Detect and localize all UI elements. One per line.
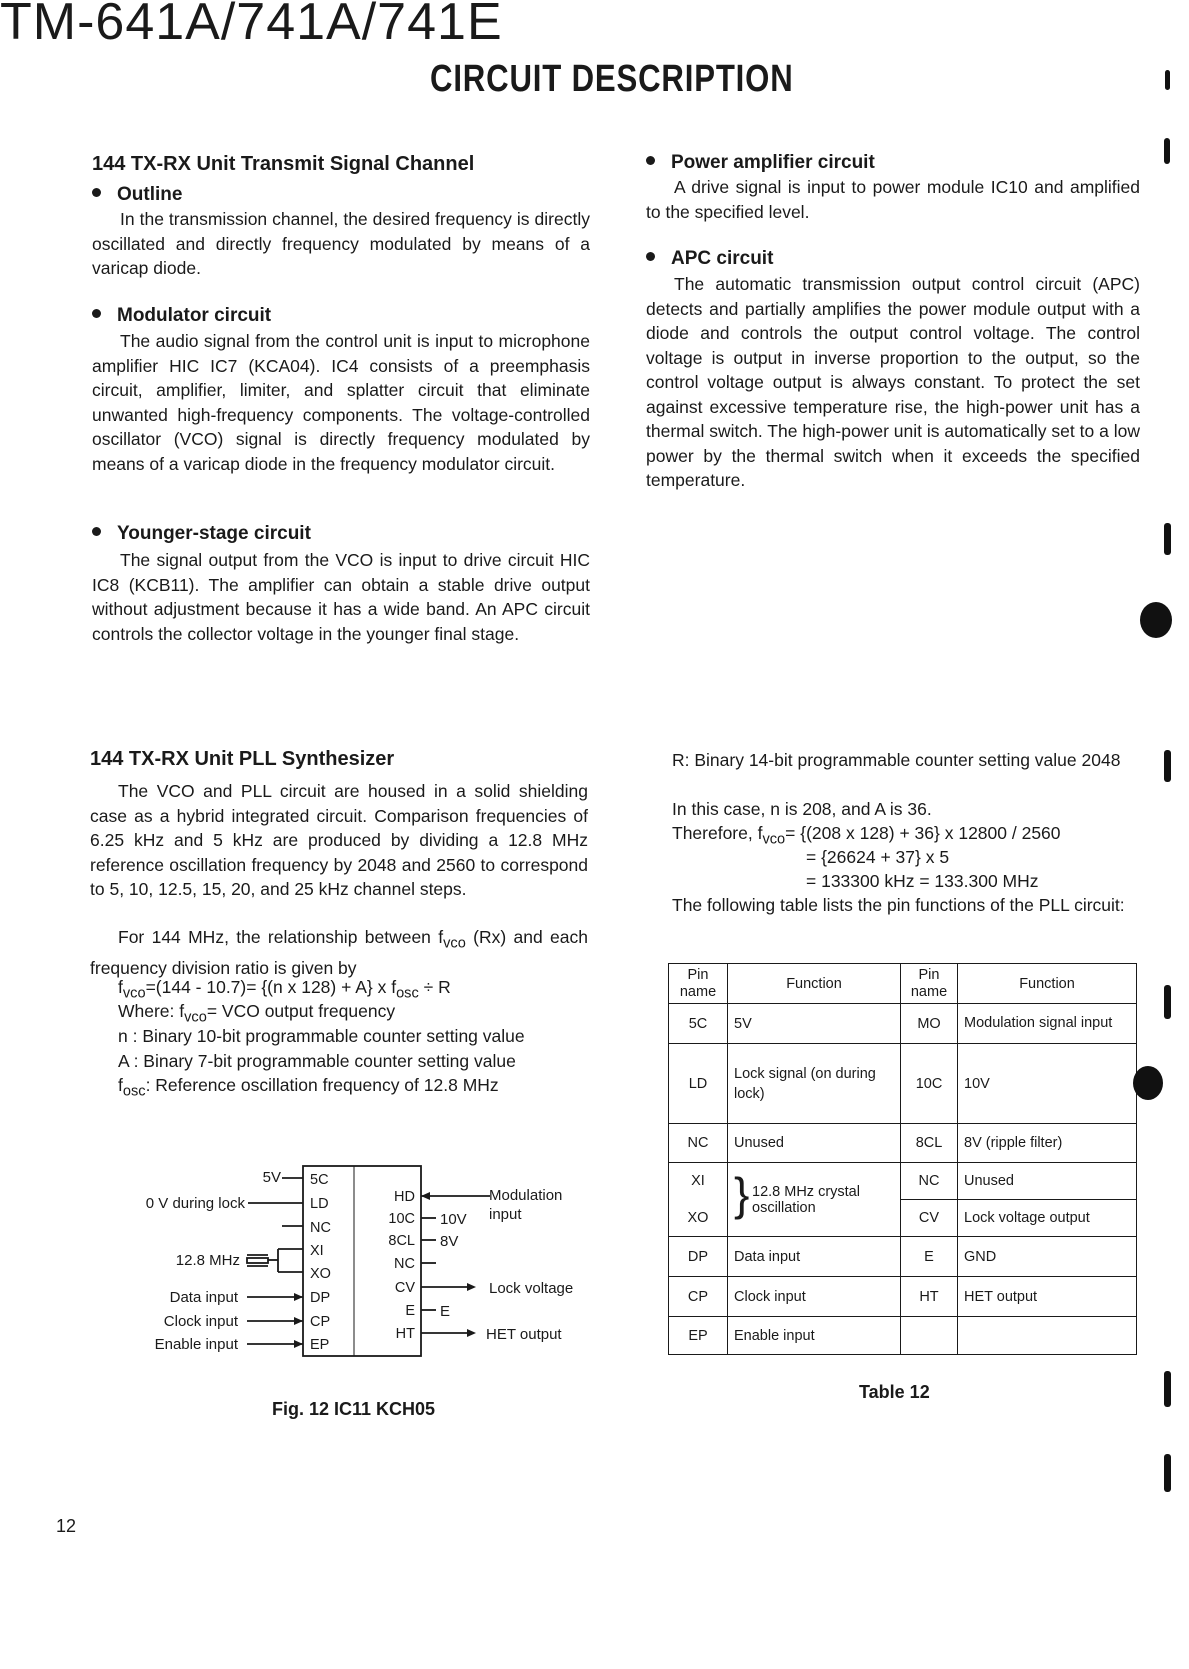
label-10v: 10V bbox=[440, 1211, 467, 1228]
pll-table-intro: The following table lists the pin functions of the PLL circuit: bbox=[672, 895, 1125, 915]
power-text: A drive signal is input to power module IC10 and amplified to the specified level. bbox=[646, 177, 1140, 222]
table-row: XO CV Lock voltage output bbox=[669, 1200, 1137, 1237]
pin-label: DP bbox=[310, 1290, 331, 1306]
label-xtal: 12.8 MHz bbox=[175, 1252, 240, 1269]
pin-label: E bbox=[405, 1303, 415, 1319]
pll-para1: The VCO and PLL circuit are housed in a solid shielding case as a hybrid integrated circuit. Comparison frequencies of 6.25 kHz and 5 kHz are produced by dividing a 12.8 MHz reference oscillation frequency by 2048 and 2560 to correspond to 5, 10, 12.5, 15, 20, and 25 kHz channel steps. bbox=[90, 781, 588, 899]
apc-text: The automatic transmission output control circuit (APC) detects and partially amplifies the power module output with a diode and controls the output control voltage. The control voltage is output in inverse proportion to the output, so the control voltage output is always constant. To protect the set against excessive temperature rise, the high-power unit has a thermal switch. The high-power unit is automatically set to a low power by the thermal switch when it exceeds the specified temperature. bbox=[646, 274, 1140, 490]
label-data-input: Data input bbox=[169, 1289, 238, 1306]
punch-mark bbox=[1164, 1454, 1171, 1492]
function-header: Function bbox=[958, 964, 1137, 1004]
pin-label: EP bbox=[310, 1337, 330, 1353]
pll-calc3: = 133300 kHz = 133.300 MHz bbox=[806, 871, 1039, 891]
arrow-ht bbox=[467, 1329, 476, 1337]
pll-fosc-def: $f_{osc}$: Reference oscillation frequency of 12.8 MHz bbox=[118, 1075, 499, 1100]
tx-section-title: 144 TX-RX Unit Transmit Signal Channel bbox=[92, 153, 475, 175]
pin-label: HT bbox=[395, 1326, 415, 1342]
punch-mark bbox=[1140, 602, 1172, 638]
label-enable-input: Enable input bbox=[154, 1336, 238, 1353]
pin-label: CP bbox=[310, 1314, 331, 1330]
younger-text: The signal output from the VCO is input to drive circuit HIC IC8 (KCB11). The amplifier can obtain a stable drive output without adjustment because it has a wide band. An APC circuit controls the collector voltage in the younger final stage. bbox=[92, 550, 590, 644]
pin-label: XO bbox=[310, 1266, 331, 1282]
pin-label: 10C bbox=[388, 1211, 415, 1227]
pin-label: CV bbox=[394, 1280, 415, 1296]
table-row: XI } 12.8 MHz crystal oscillation NC Unused bbox=[669, 1163, 1137, 1200]
pin-label: HD bbox=[394, 1189, 415, 1205]
brace-icon: } bbox=[734, 1168, 750, 1220]
younger-heading: Younger-stage circuit bbox=[92, 523, 311, 545]
label-e: E bbox=[440, 1303, 451, 1320]
model-title: TM-641A/741A/741E bbox=[0, 0, 503, 51]
pin-label: XI bbox=[310, 1243, 324, 1259]
pll-a-def: A : Binary 7-bit programmable counter setting value bbox=[118, 1051, 516, 1071]
outline-text: In the transmission channel, the desired frequency is directly oscillated and directly frequency modulated by means of a varicap diode. bbox=[92, 209, 590, 278]
label-lock-voltage: Lock voltage bbox=[489, 1280, 574, 1297]
table-caption: Table 12 bbox=[859, 1382, 930, 1402]
punch-mark bbox=[1133, 1066, 1163, 1100]
xtal-body bbox=[247, 1258, 268, 1263]
label-het-output: HET output bbox=[486, 1326, 562, 1343]
pll-formula: $f_{vco}=(144 - 10.7)= \{(n$ x 128) + A} x $f_{osc} \div R$ bbox=[118, 977, 451, 1002]
pll-section-title: 144 TX-RX Unit PLL Synthesizer bbox=[90, 748, 395, 770]
pll-calc1: Therefore, $f_{vco}= \{(208$ x 128) + 36} x 12800 / 2560 bbox=[672, 823, 1061, 848]
pin-header: Pin bbox=[687, 966, 709, 983]
pll-where: Where: $f_{vco}=$ VCO output frequency bbox=[118, 1001, 396, 1026]
punch-mark bbox=[1165, 70, 1170, 90]
table-row: 5C 5V MO Modulation signal input bbox=[669, 1004, 1137, 1044]
name-header: name bbox=[910, 983, 948, 1000]
label-modulation: Modulation bbox=[489, 1187, 563, 1204]
modulator-heading: Modulator circuit bbox=[92, 305, 271, 327]
label-8v: 8V bbox=[440, 1233, 459, 1250]
arrow-hd bbox=[421, 1192, 430, 1200]
figure-caption: Fig. 12 IC11 KCH05 bbox=[272, 1399, 436, 1419]
label-lock: 0 V during lock bbox=[145, 1195, 245, 1212]
pll-r-def: R: Binary 14-bit programmable counter setting value 2048 bbox=[672, 750, 1121, 770]
arrow-cv bbox=[467, 1283, 476, 1291]
apc-heading: APC circuit bbox=[646, 248, 773, 270]
modulator-text: The audio signal from the control unit is input to microphone amplifier HIC IC7 (KCA04). IC4 consists of a preemphasis circuit, amplifier, limiter, and splatter circuit that eliminate unwanted high-frequency components. The voltage-controlled oscillator (VCO) signal is directly frequency modulated by means of a varicap diode in the frequency modulator circuit. bbox=[92, 331, 590, 474]
punch-mark bbox=[1164, 985, 1171, 1019]
label-modulation-input: input bbox=[489, 1206, 522, 1223]
outline-heading: Outline bbox=[92, 184, 182, 206]
pin-label: NC bbox=[310, 1220, 331, 1236]
function-header: Function bbox=[728, 964, 901, 1004]
pll-n-def: n : Binary 10-bit programmable counter setting value bbox=[118, 1026, 525, 1046]
label-5v: 5V bbox=[262, 1169, 281, 1186]
arrow-ep bbox=[294, 1340, 303, 1348]
label-clock-input: Clock input bbox=[163, 1313, 238, 1330]
pll-calc2: = {26624 + 37} x 5 bbox=[806, 847, 950, 867]
pll-para2: For 144 MHz, the relationship between $f_{vco}$ (Rx) and each frequency division ratio is given by bbox=[90, 927, 588, 978]
table-row: CP Clock input HT HET output bbox=[669, 1277, 1137, 1317]
punch-mark bbox=[1164, 750, 1171, 782]
pin-label: NC bbox=[394, 1256, 415, 1272]
pin-header: Pin bbox=[918, 966, 940, 983]
table-row: NC Unused 8CL 8V (ripple filter) bbox=[669, 1124, 1137, 1163]
punch-mark bbox=[1164, 523, 1171, 555]
name-header: name bbox=[679, 983, 717, 1000]
pin-label: 8CL bbox=[388, 1233, 415, 1249]
punch-mark bbox=[1164, 1371, 1171, 1407]
punch-mark bbox=[1164, 138, 1170, 164]
table-row: LD Lock signal (on during lock) 10C 10V bbox=[669, 1044, 1137, 1124]
table-row: DP Data input E GND bbox=[669, 1237, 1137, 1277]
section-title: CIRCUIT DESCRIPTION bbox=[430, 58, 794, 100]
pin-label: LD bbox=[310, 1196, 329, 1212]
arrow-cp bbox=[294, 1317, 303, 1325]
power-heading: Power amplifier circuit bbox=[646, 152, 875, 174]
pll-case: In this case, n is 208, and A is 36. bbox=[672, 799, 932, 819]
table-row: EP Enable input bbox=[669, 1317, 1137, 1355]
arrow-dp bbox=[294, 1293, 303, 1301]
page-number: 12 bbox=[56, 1516, 77, 1536]
pin-label: 5C bbox=[310, 1172, 329, 1188]
